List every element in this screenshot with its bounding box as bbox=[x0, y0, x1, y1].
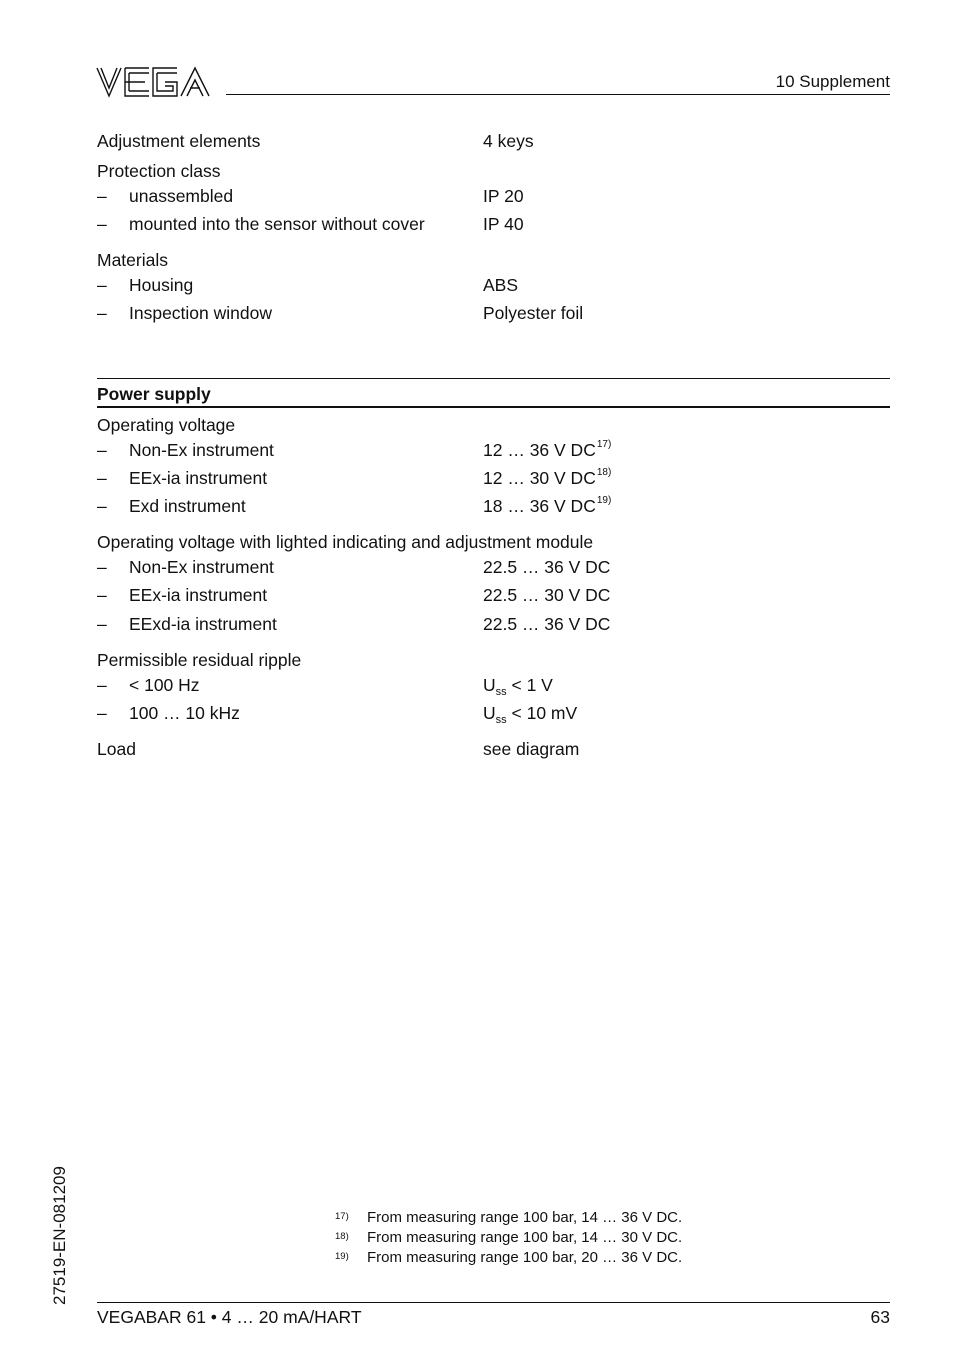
header-rule bbox=[226, 94, 890, 95]
voltage-item-label: Exd instrument bbox=[129, 496, 246, 516]
section-bottom-rule bbox=[97, 406, 890, 408]
dash: – bbox=[97, 303, 107, 323]
footnote-text: From measuring range 100 bar, 14 … 36 V DC. bbox=[367, 1209, 683, 1226]
materials-label: Materials bbox=[97, 250, 168, 270]
dash: – bbox=[97, 585, 107, 605]
footnote-number: 18) bbox=[335, 1231, 349, 1242]
dash: – bbox=[97, 468, 107, 488]
voltage-item-label: EEx-ia instrument bbox=[129, 468, 268, 488]
section-title: Power supply bbox=[97, 384, 211, 404]
document-code: 27519-EN-081209 bbox=[50, 1166, 69, 1305]
materials-item-label: Housing bbox=[129, 275, 194, 295]
protection-item-label: mounted into the sensor without cover bbox=[129, 214, 425, 234]
adjustment-value: 4 keys bbox=[483, 131, 534, 151]
voltage-item-value: 12 … 36 V DC$^{17)}$ bbox=[483, 439, 612, 460]
dash: – bbox=[97, 214, 107, 234]
dash: – bbox=[97, 675, 107, 695]
lighted-item-value: 22.5 … 36 V DC bbox=[483, 614, 611, 634]
materials-item-value: ABS bbox=[483, 275, 519, 295]
protection-item-label: unassembled bbox=[129, 186, 234, 206]
protection-label: Protection class bbox=[97, 161, 221, 181]
ripple-item-label: < 100 Hz bbox=[129, 675, 200, 695]
ripple-item-label: 100 … 10 kHz bbox=[129, 703, 240, 723]
dash: – bbox=[97, 186, 107, 206]
dash: – bbox=[97, 614, 107, 634]
vega-logo bbox=[95, 64, 215, 100]
dash: – bbox=[97, 703, 107, 723]
adjustment-label: Adjustment elements bbox=[97, 131, 261, 151]
lighted-item-value: 22.5 … 36 V DC bbox=[483, 557, 611, 577]
footnote-text: From measuring range 100 bar, 20 … 36 V DC. bbox=[367, 1249, 683, 1266]
protection-item-value: IP 40 bbox=[483, 214, 524, 234]
ripple-label: Permissible residual ripple bbox=[97, 650, 302, 670]
footnote-ref: 19) bbox=[596, 495, 612, 506]
section-top-rule bbox=[97, 378, 890, 379]
voltage-item-label: Non-Ex instrument bbox=[129, 440, 274, 460]
lighted-item-label: EExd-ia instrument bbox=[129, 614, 277, 634]
voltage-item-value: 12 … 30 V DC$^{18)}$ bbox=[483, 467, 612, 488]
dash: – bbox=[97, 557, 107, 577]
voltage-item-value: 18 … 36 V DC$^{19)}$ bbox=[483, 495, 612, 516]
materials-item-label: Inspection window bbox=[129, 303, 272, 323]
lighted-item-label: EEx-ia instrument bbox=[129, 585, 268, 605]
load-value: see diagram bbox=[483, 739, 580, 759]
footnote-ref: 18) bbox=[596, 467, 612, 478]
ripple-item-value: $U_{ss} < 10$ mV bbox=[483, 703, 578, 726]
load-label: Load bbox=[97, 739, 136, 759]
footnote-ref: 17) bbox=[596, 439, 612, 450]
footer-rule bbox=[97, 1302, 890, 1303]
footnote-number: 17) bbox=[335, 1211, 349, 1222]
dash: – bbox=[97, 440, 107, 460]
lighted-item-value: 22.5 … 30 V DC bbox=[483, 585, 611, 605]
footnote-text: From measuring range 100 bar, 14 … 30 V DC. bbox=[367, 1229, 683, 1246]
lighted-item-label: Non-Ex instrument bbox=[129, 557, 274, 577]
protection-item-value: IP 20 bbox=[483, 186, 524, 206]
ripple-item-value: $U_{ss} < 1$ V bbox=[483, 675, 553, 698]
dash: – bbox=[97, 275, 107, 295]
header-section: 10 Supplement bbox=[775, 72, 890, 91]
footer-title: VEGABAR 61 • 4 … 20 mA/HART bbox=[97, 1307, 362, 1327]
page-number: 63 bbox=[870, 1307, 890, 1327]
lighted-voltage-label: Operating voltage with lighted indicating and adjustment module bbox=[97, 532, 594, 552]
operating-voltage-label: Operating voltage bbox=[97, 415, 236, 435]
dash: – bbox=[97, 496, 107, 516]
footnote-number: 19) bbox=[335, 1251, 349, 1262]
materials-item-value: Polyester foil bbox=[483, 303, 584, 323]
